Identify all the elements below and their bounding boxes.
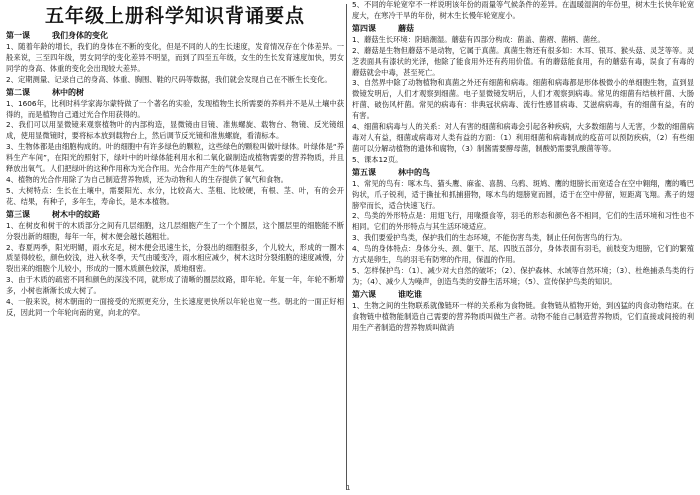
paragraph: 4、细菌和病毒与人的关系：对人有害的细菌和病毒会引起各种疾病，大多数细菌与人无害，少数的细菌病毒对人有益，细菌或病毒对人类有益的方面：（1）利用细菌和病毒制成的疫苗可以预防疾病，（2）有些细菌可以分解动植物的遗体和腐物，（3）制酱需要酵母菌，制酸奶需要乳酸菌等等。 (352, 122, 694, 153)
section-name: 蘑菇 (398, 23, 414, 33)
left-column (6, 0, 344, 495)
right-column (352, 0, 694, 495)
paragraph: 5、大树特点：生长在土壤中，需要阳光、水分，比较高大、茎粗、比较硬，有根、茎、叶，有的会开花、结果，有种子，多年生，寿命长，是木本植物。 (6, 185, 344, 206)
section-name: 林中的鸟 (398, 167, 430, 177)
paragraph: 5、课本12页。 (352, 154, 403, 164)
left-body (6, 30, 344, 319)
paragraph: 1、蘑菇生长环境：阴暗潮湿。蘑菇有四部分构成：菌盖、菌褶、菌柄、菌丝。 (352, 34, 605, 44)
section-unit: 第六课 (352, 289, 376, 299)
right-body (352, 23, 694, 334)
section-heading (352, 167, 694, 179)
section-heading (6, 87, 344, 99)
paragraph: 1、1606年，比利时科学家海尔蒙特做了一个著名的实验，发现植物生长所需要的养料并不是从土壤中获得的，而是植物自己通过光合作用获得的。 (6, 98, 344, 119)
paragraph: 4、一般来说，树木朝南的一面接受的光照更充分，生长速度更快所以年轮也宽一些。朝北的一面正好相反，因此同一个年轮向南的宽，向北的窄。 (6, 297, 344, 317)
paragraph: 1、常见的鸟有：啄木鸟、猫头鹰、麻雀、喜鹊、乌鸦、斑鸠、鹰的翅膀长而宽适合在空中翱翔，鹰的嘴巴钩状，爪子锐利，适于撕扯和抓捕猎物，啄木鸟的翅膀宽而圆，适于在空中停留，短距离飞翔。燕子的翅膀窄而长，适合快速飞行。 (352, 178, 694, 210)
section-name: 树木中的纹路 (52, 209, 100, 219)
paragraph: 3、由于木质的疏密不同和颜色的深浅不同，就形成了清晰的圈层纹路，即年轮。年复一年，年轮不断增多，小树也渐渐长成大树了。 (6, 275, 344, 296)
section-unit: 第三课 (6, 209, 30, 219)
paragraph: 1、随着年龄的增长，我们的身体在不断的变化，但是不同的人的生长速度，发育情况存在个体差异。一般来说，三至四年级，男女同学的变化差异不明显，而到了四至五年级，女生的生长发育速度加快，男女同学的身高、体重的变化会出现较大差异。 (6, 42, 344, 73)
paragraph: 2、我们可以用显微镜来观察植物叶的内部构造，显微镜由目镜、准焦螺旋、载物台、物镜、反光镜组成，使用显微镜时，要将标本放到载物台上，然后调节反光镜和准焦螺旋，看清标本。 (6, 120, 344, 141)
section-heading (352, 289, 694, 301)
paragraph: 2、定期测量、记录自己的身高、体重、胸围、鞋的尺码等数据，我们就会发现自己在不断生长变化。 (6, 74, 332, 84)
paragraph: 4、鸟的身体特点：身体分头、颈、躯干、尾、四肢五部分，身体表面有羽毛，前肢变为翅膀，它们的繁殖方式是卵生，鸟的羽毛有防寒的作用，保温的作用。 (352, 244, 694, 265)
section-name: 我们身体的变化 (52, 31, 108, 40)
section-unit: 第五课 (352, 167, 376, 177)
section-name: 谁吃谁 (398, 289, 422, 299)
column-divider (346, 4, 347, 490)
section-heading (352, 23, 694, 35)
section-unit: 第四课 (352, 23, 376, 33)
section-heading (6, 30, 344, 42)
section-heading (6, 209, 344, 221)
section-name: 林中的树 (52, 87, 84, 97)
section-unit: 第二课 (6, 87, 30, 97)
paragraph: 5、怎样保护鸟：（1）、减少对大自然的破坏；（2）、保护森林、水域等自然环境；（3）、杜绝捕杀鸟类的行为；（4）、减少人为噪声，创造鸟类的安静生活环境；（5）、宣传保护鸟类的知识。 (352, 265, 694, 286)
paragraph: 1、生物之间的生物联系就像链环一样的关系称为食物链。食物链从植物开始，到凶猛的肉食动物结束。在食物链中植物能制造自己需要的营养物质叫做生产者。动物不能自己制造营养物质，它们直接或间接的利用生产者制造的营养物质叫做消 (352, 300, 694, 332)
paragraph: 2、春夏两季，阳光明媚，雨水充足，树木便会迅速生长，分裂出的细胞很多，个儿较大，形成的一圈木质显得较松，颜色较浅，进入秋冬季，天气由暖变冷，雨水相应减少，树木这时分裂细胞的速度减慢，分裂出来的细胞个儿较小，形成的一圈木质颜色较深，质地细密。 (6, 242, 344, 274)
paragraph: 5、不同的年轮宽窄不一样说明该年份的雨量等气候条件的差异。在温暖湿润的年份里，树木生长快年轮宽度大，在寒冷干旱的年份，树木生长慢年轮宽度小。 (352, 0, 694, 20)
paragraph: 3、自然界中除了动物植物和真菌之外还有细菌和病毒。细菌和病毒都是形体极微小的单细胞生物，直到显微镜发明后，人们才观察到细菌。电子显微镜发明后，人们才观察到病毒。常见的细菌有结核杆菌、大肠杆菌、破伤风杆菌。常见的病毒有：非典冠状病毒、流行性感冒病毒、艾滋病病毒，有的细菌有益，有的有害。 (352, 78, 694, 121)
paragraph: 1、在树皮和树干的木质部分之间有几层细胞，这几层细胞产生了一个个圈层，这个圈层里的细胞能不断分裂出新的细胞，每年一年，树木便会越长越粗壮。 (6, 220, 344, 241)
paragraph: 2、鸟类的外形特点是：用翅飞行，用喙摄食等，羽毛的形态和颜色各不相同，它们的生活环境和习性也不相同。它们的外形特点与其生活环境适应。 (352, 211, 694, 232)
section-unit: 第一课 (6, 31, 30, 40)
paragraph: 3、我们要爱护鸟类，保护我们的生态环境，不能伤害鸟类，制止任何伤害鸟的行为。 (352, 233, 627, 243)
page-number: 1 (346, 484, 351, 492)
paragraph: 4、植物的光合作用除了为自己制造营养物质，还为动物和人的生存提供了氧气和食物。 (6, 174, 288, 184)
paragraph: 2、蘑菇是生物但蘑菇不是动物，它属于真菌。真菌生物还有很多如：木耳、银耳、猴头菇、灵芝等等。灵芝表面具有漆状的光泽，他除了能食用外还有药用价值。有的蘑菇能食用，有的蘑菇有毒，误食了有毒的蘑菇就会中毒，甚至死亡。 (352, 45, 694, 77)
paragraph: 3、生物体都是由细胞构成的。叶的细胞中有许多绿色的颗粒，这些绿色的颗粒叫做叶绿体。叶绿体是“养料生产车间”，在阳光的照射下，绿叶中的叶绿体能利用水和二氧化碳制造成植物需要的营养物质，并且释放出氧气。人们把绿叶的这种作用称为光合作用。光合作用产生的气体是氧气。 (6, 142, 344, 174)
page-title: 五年级上册科学知识背诵要点 (44, 5, 305, 27)
right-lead (352, 0, 694, 22)
